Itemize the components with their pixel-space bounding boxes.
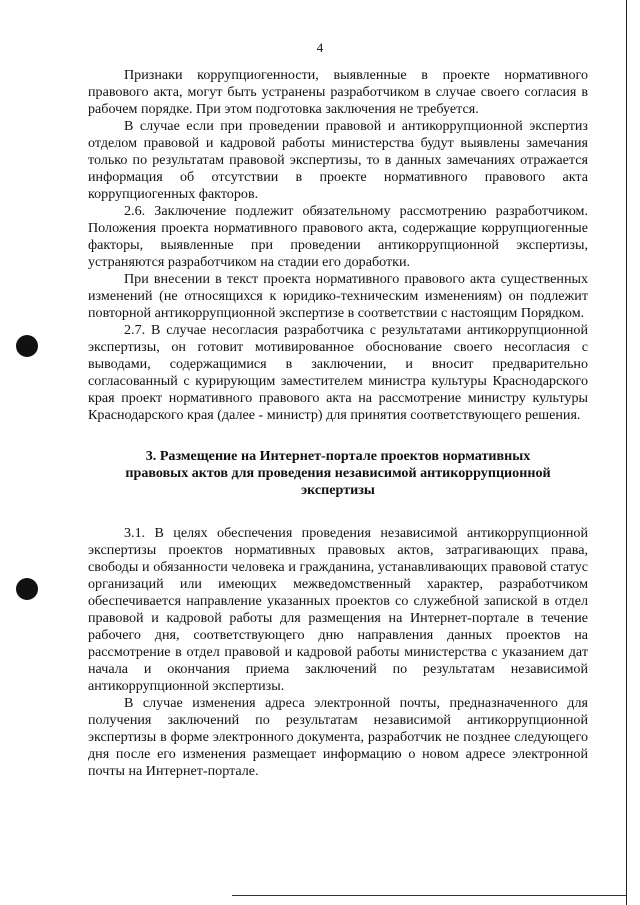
document-body: [88, 67, 588, 780]
scan-bottom-line: [232, 895, 626, 896]
paragraph-2-6: 2.6. Заключение подлежит обязательному рассмотрению разработчиком. Положения проекта нормативного правового акта, содержащие коррупциогенные факторы, выявленные при проведении антикоррупционной экспертизы, устраняются разработчиком на стадии его доработки.: [88, 203, 588, 270]
paragraph-3-1: 3.1. В целях обеспечения проведения независимой антикоррупционной экспертизы проектов нормативных правовых актов, затрагивающих права, свободы и обязанности человека и гражданина, устанавливающих правовой статус организаций или имеющих межведомственный характер, разработчиком обеспечивается направление указанных проектов со служебной запиской в отдел правовой и кадровой работы для размещения на Интернет-портале в течение рабочего дня, соответствующего дню направления данных проектов на рассмотрение в отдел правовой и кадровой работы министерства с указанием дат начала и окончания приема заключений по результатам независимой антикоррупционной экспертизы.: [88, 525, 588, 694]
scan-edge-line: [626, 0, 627, 905]
paragraph: В случае если при проведении правовой и антикоррупционной экспертиз отделом правовой и кадровой работы министерства будут выявлены замечания только по результатам правовой экспертизы, то в данных замечаниях отражается информация об отсутствии в проекте нормативного правового акта коррупциогенных факторов.: [88, 118, 588, 202]
paragraph: В случае изменения адреса электронной почты, предназначенного для получения заключений по результатам независимой антикоррупционной экспертизы в форме электронного документа, разработчик не позднее следующего дня после его изменения размещает информацию о новом адресе электронной почты на Интернет-портале.: [88, 695, 588, 779]
section-heading-line: правовых актов для проведения независимой антикоррупционной: [125, 465, 551, 481]
punch-hole: [16, 335, 38, 357]
punch-hole: [16, 578, 38, 600]
section-heading: [88, 448, 588, 499]
spacer: [88, 499, 588, 525]
paragraph: При внесении в текст проекта нормативного правового акта существенных изменений (не относящихся к юридико-техническим изменениям) он подлежит повторной антикоррупционной экспертизе в соответствии с настоящим Порядком.: [88, 271, 588, 321]
paragraph: Признаки коррупциогенности, выявленные в проекте нормативного правового акта, могут быть устранены разработчиком в случае своего согласия в рабочем порядке. При этом подготовка заключения не требуется.: [88, 67, 588, 117]
paragraph-2-7: 2.7. В случае несогласия разработчика с результатами антикоррупционной экспертизы, он готовит мотивированное обоснование своего несогласия с выводами, содержащимися в заключении, и вносит предварительно согласованный с курирующим заместителем министра культуры Краснодарского края проект нормативного правового акта на рассмотрение министру культуры Краснодарского края (далее - министр) для принятия соответствующего решения.: [88, 322, 588, 423]
page-number: 4: [316, 40, 324, 55]
section-heading-line: 3. Размещение на Интернет-портале проектов нормативных: [145, 448, 531, 464]
section-heading-line: экспертизы: [301, 482, 375, 498]
